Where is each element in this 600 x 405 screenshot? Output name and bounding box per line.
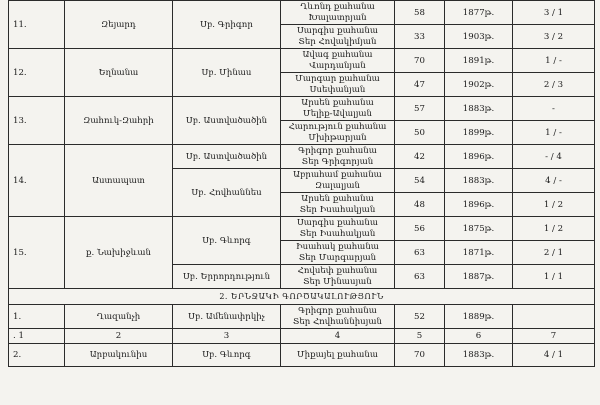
village-cell: Արբակունիս	[65, 344, 173, 367]
village-cell: Զահուկ-Զահրի	[65, 97, 173, 145]
family-count-cell	[513, 305, 595, 329]
priest-surname: Մխիթարյան	[308, 132, 367, 143]
family-count-cell: - / 4	[513, 145, 595, 169]
priest-name-cell	[281, 265, 395, 289]
priest-surname: Զալալյան	[315, 180, 360, 191]
priest-surname: Տեր Իսահակյան	[299, 204, 376, 215]
age-cell: 70	[395, 49, 445, 73]
priest-name-cell	[281, 49, 395, 73]
column-number-cell: 2	[65, 329, 173, 344]
family-count-cell: 1 / 1	[513, 265, 595, 289]
row-number-cell: 12.	[9, 49, 65, 97]
table-row	[9, 145, 595, 169]
priest-surname: Տեր Մարգարյան	[298, 252, 377, 263]
priest-name-cell	[281, 97, 395, 121]
ordination-year-cell: 1902թ.	[445, 73, 513, 97]
ordination-year-cell: 1896թ.	[445, 193, 513, 217]
column-number-cell: 5	[395, 329, 445, 344]
priest-name-cell	[281, 25, 395, 49]
family-count-cell: 1 / -	[513, 49, 595, 73]
priest-name: Մարգար քահանա	[295, 73, 380, 84]
ordination-year-cell: 1883թ.	[445, 169, 513, 193]
priest-surname: Վարդանյան	[309, 60, 366, 71]
clergy-table	[8, 0, 595, 367]
priest-surname: Տեր Հովհաննիսյան	[293, 316, 382, 327]
priest-name: Հարություն քահանա	[288, 121, 387, 132]
church-cell: Սբ. Գևորգ	[173, 344, 281, 367]
priest-name-cell	[281, 169, 395, 193]
ordination-year-cell: 1903թ.	[445, 25, 513, 49]
row-number-cell: 14.	[9, 145, 65, 217]
priest-name-cell	[281, 305, 395, 329]
priest-name-cell	[281, 217, 395, 241]
priest-surname: Մելիք-Ավալյան	[303, 108, 372, 119]
table-row	[9, 97, 595, 121]
family-count-cell: 1 / 2	[513, 193, 595, 217]
family-count-cell: 2 / 1	[513, 241, 595, 265]
priest-name-cell	[281, 241, 395, 265]
table-row	[9, 217, 595, 241]
church-cell: Սբ. Աստվածածին	[173, 145, 281, 169]
ordination-year-cell: 1887թ.	[445, 265, 513, 289]
column-number-cell: 6	[445, 329, 513, 344]
age-cell: 58	[395, 1, 445, 25]
priest-surname: Տեր Մինասյան	[303, 276, 372, 287]
church-cell: Սբ. Ամենափրկիչ	[173, 305, 281, 329]
age-cell: 48	[395, 193, 445, 217]
priest-name-cell	[281, 73, 395, 97]
age-cell: 63	[395, 241, 445, 265]
priest-surname: Տեր Գրիգորյան	[301, 156, 374, 167]
column-number-cell: 7	[513, 329, 595, 344]
priest-surname: Տեր Հովակիմյան	[298, 36, 377, 47]
family-count-cell: 1 / 2	[513, 217, 595, 241]
priest-surname: Խալատրյան	[308, 12, 367, 23]
column-number-row	[9, 329, 595, 344]
priest-name-cell	[281, 145, 395, 169]
age-cell: 47	[395, 73, 445, 97]
age-cell: 52	[395, 305, 445, 329]
church-cell: Սբ. Մինաս	[173, 49, 281, 97]
age-cell: 57	[395, 97, 445, 121]
church-cell: Սբ. Գևորգ	[173, 217, 281, 265]
table-row	[9, 1, 595, 25]
table-row	[9, 344, 595, 367]
village-cell: Ղազանչի	[65, 305, 173, 329]
age-cell: 56	[395, 217, 445, 241]
ordination-year-cell: 1889թ.	[445, 305, 513, 329]
row-number-cell: 1.	[9, 305, 65, 329]
family-count-cell: 3 / 2	[513, 25, 595, 49]
age-cell: 63	[395, 265, 445, 289]
column-number-cell: 3	[173, 329, 281, 344]
priest-name: Գրիգոր քահանա	[298, 145, 377, 156]
priest-name: Հովսեփ քահանա	[297, 265, 378, 276]
priest-surname: Տեր Իսահակյան	[299, 228, 376, 239]
priest-name: Սարգիս քահանա	[296, 25, 379, 36]
priest-name: Ղևոնդ քահանա	[300, 1, 375, 12]
family-count-cell: 4 / -	[513, 169, 595, 193]
priest-surname: Սսեփանյան	[309, 84, 366, 95]
ordination-year-cell: 1883թ.	[445, 344, 513, 367]
priest-name: Սարգիս քահանա	[296, 217, 379, 228]
family-count-cell: -	[513, 97, 595, 121]
ordination-year-cell: 1871թ.	[445, 241, 513, 265]
column-number-cell: 4	[281, 329, 395, 344]
priest-name-cell	[281, 1, 395, 25]
ordination-year-cell: 1891թ.	[445, 49, 513, 73]
table-row	[9, 305, 595, 329]
row-number-cell: 13.	[9, 97, 65, 145]
church-cell: Սբ. Աստվածածին	[173, 97, 281, 145]
village-cell: Աստապատ	[65, 145, 173, 217]
priest-name: Արսեն քահանա	[301, 97, 374, 108]
ordination-year-cell: 1896թ.	[445, 145, 513, 169]
ordination-year-cell: 1875թ.	[445, 217, 513, 241]
family-count-cell: 1 / -	[513, 121, 595, 145]
priest-name-cell: Միքայել քահանա	[281, 344, 395, 367]
column-number-cell: . 1	[9, 329, 65, 344]
priest-name: Ավագ քահանա	[302, 49, 373, 60]
family-count-cell: 4 / 1	[513, 344, 595, 367]
age-cell: 70	[395, 344, 445, 367]
priest-name-cell	[281, 193, 395, 217]
section-heading-row	[9, 289, 595, 305]
ordination-year-cell: 1883թ.	[445, 97, 513, 121]
ordination-year-cell: 1877թ.	[445, 1, 513, 25]
church-cell: Սբ. Հովհաննես	[173, 169, 281, 217]
priest-name: Իսահակ քահանա	[296, 241, 379, 252]
table-row	[9, 49, 595, 73]
row-number-cell: 2.	[9, 344, 65, 367]
village-cell: Զեյարդ	[65, 1, 173, 49]
priest-name: Աբրահամ քահանա	[293, 169, 382, 180]
priest-name-cell	[281, 121, 395, 145]
church-cell: Սբ. Երրորդություն	[173, 265, 281, 289]
row-number-cell: 11.	[9, 1, 65, 49]
age-cell: 50	[395, 121, 445, 145]
row-number-cell: 15.	[9, 217, 65, 289]
age-cell: 54	[395, 169, 445, 193]
family-count-cell: 3 / 1	[513, 1, 595, 25]
village-cell: Եղնանա	[65, 49, 173, 97]
ordination-year-cell: 1899թ.	[445, 121, 513, 145]
section-title: 2. ԵՐՆՋԱԿԻ ԳՈՐԾԱԿԱԼՈՒԹՅՈՒՆ	[9, 289, 595, 305]
church-cell: Սբ. Գրիգոր	[173, 1, 281, 49]
age-cell: 42	[395, 145, 445, 169]
age-cell: 33	[395, 25, 445, 49]
family-count-cell: 2 / 3	[513, 73, 595, 97]
village-cell: ք. Նախիջևան	[65, 217, 173, 289]
document-page	[8, 0, 594, 405]
priest-name: Գրիգոր քահանա	[298, 305, 377, 316]
priest-name: Արսեն քահանա	[301, 193, 374, 204]
